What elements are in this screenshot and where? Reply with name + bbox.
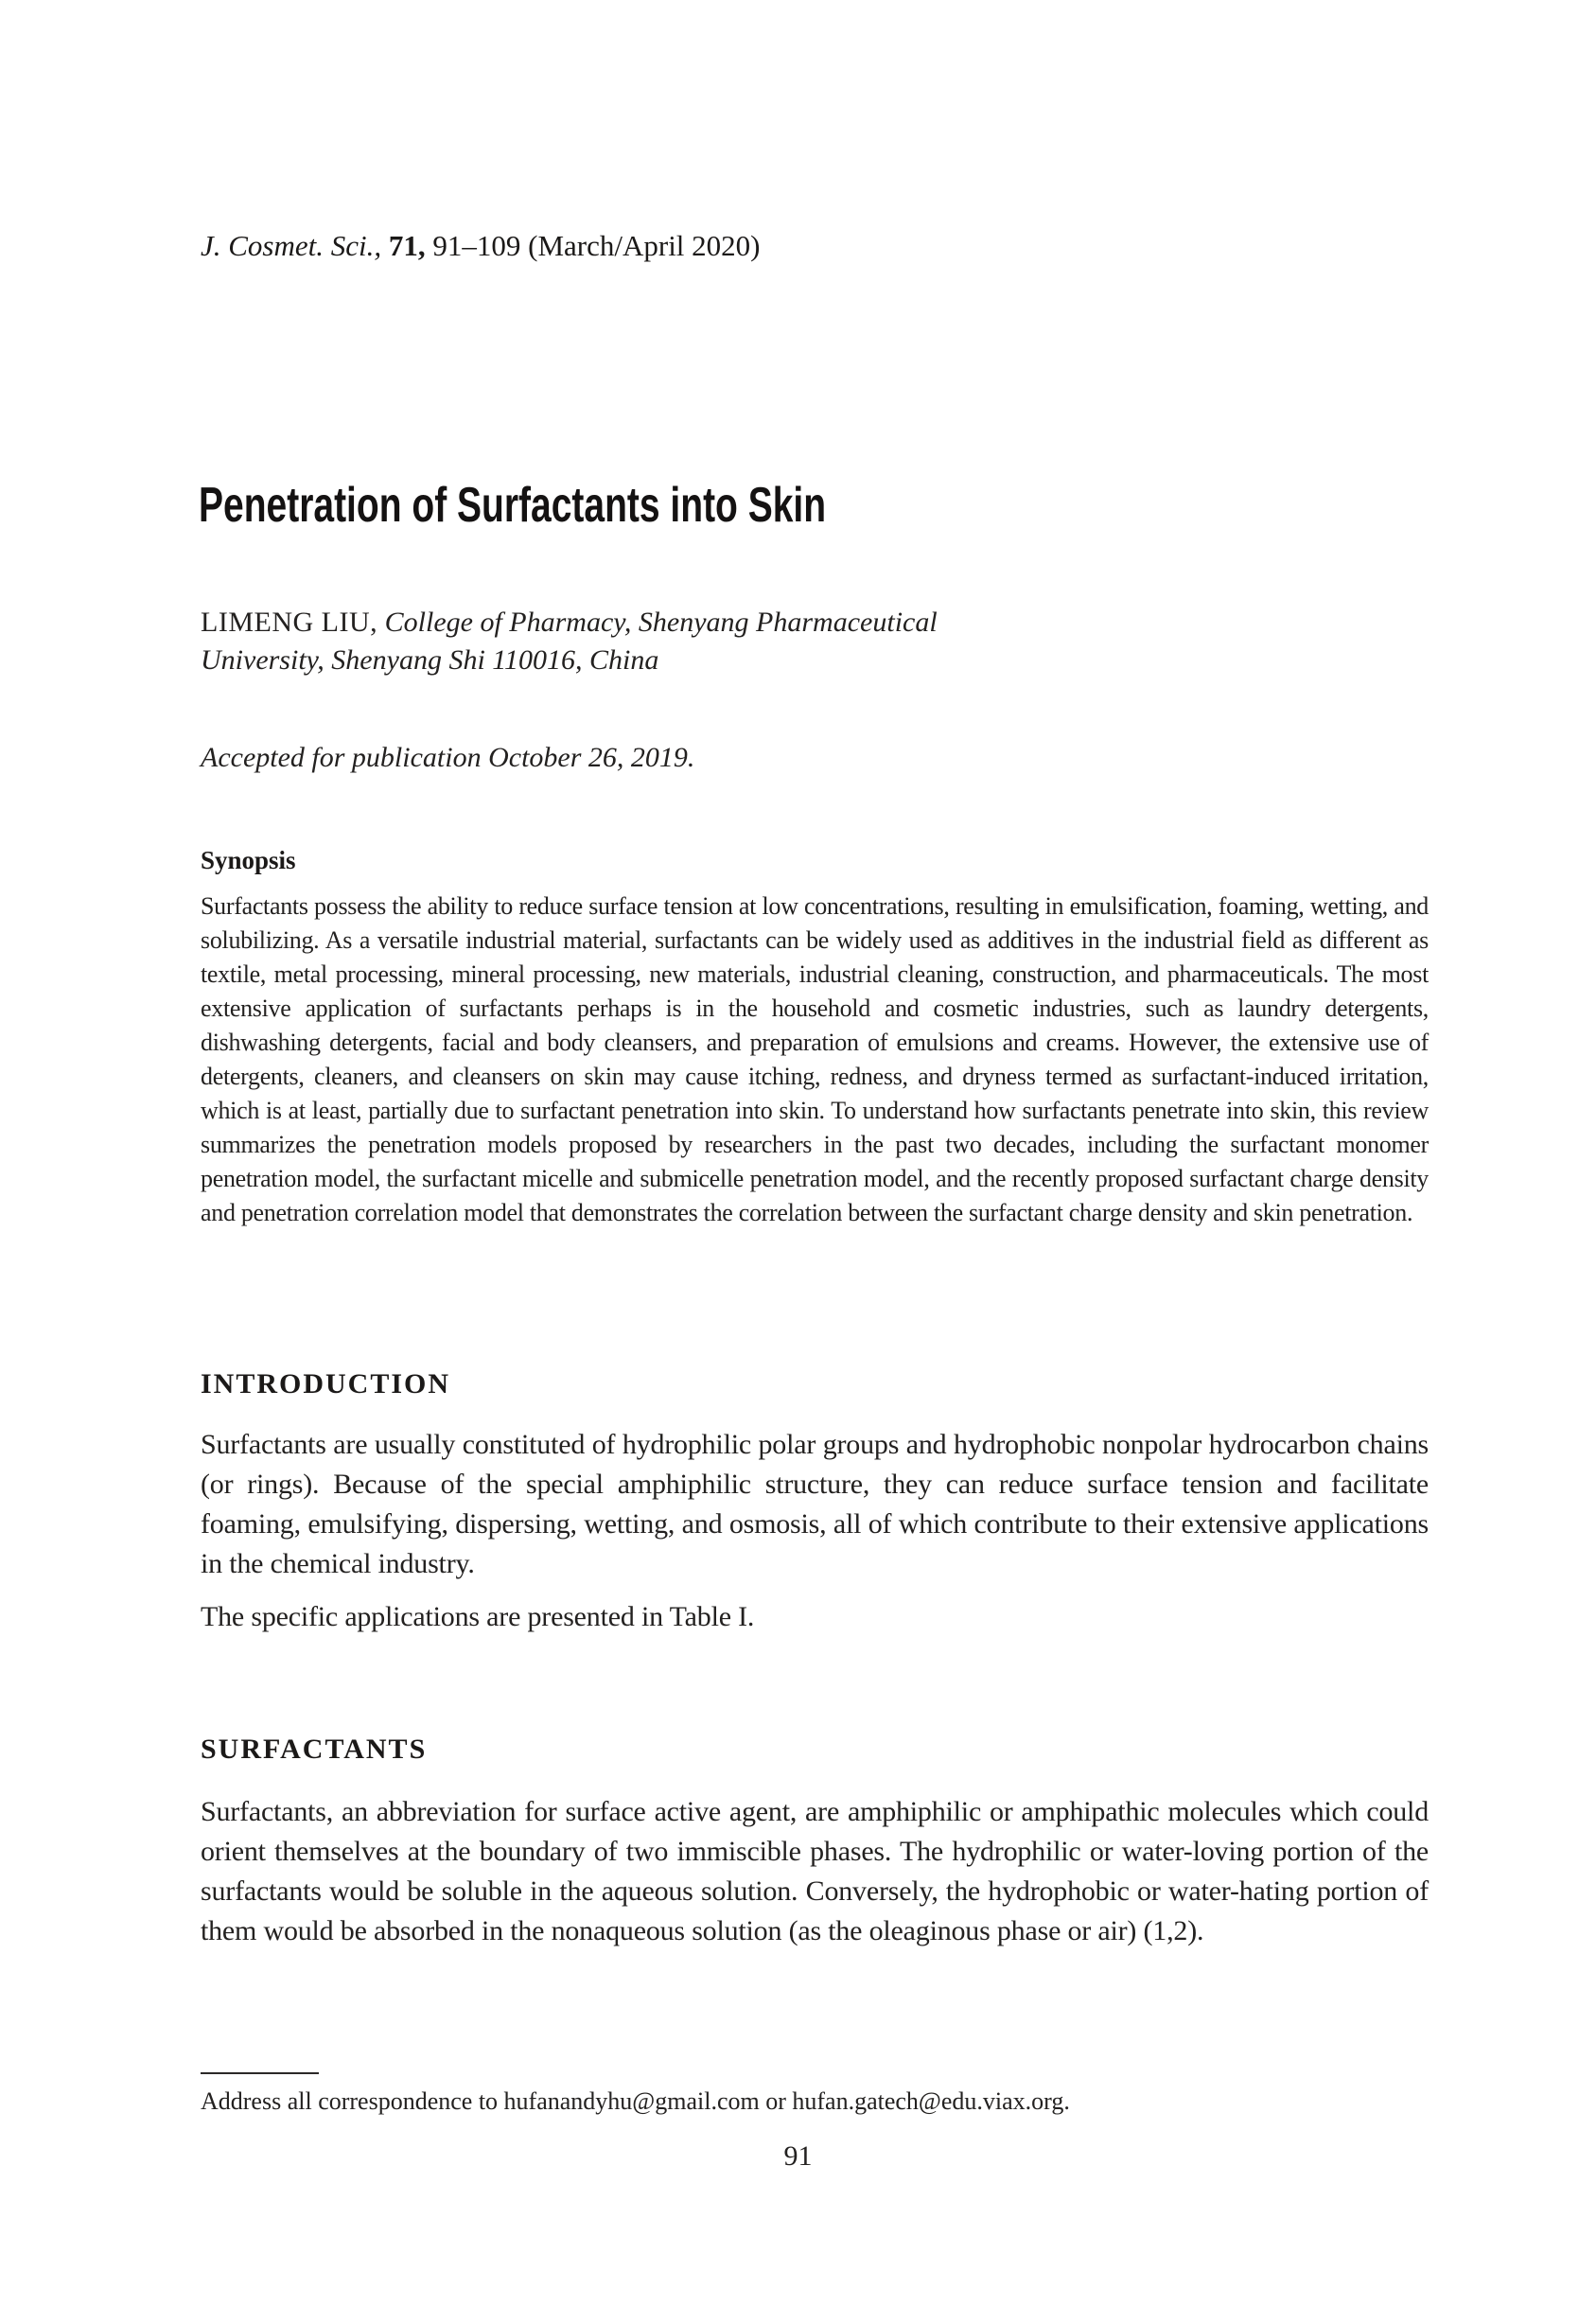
journal-volume: 71, [388,229,426,262]
correspondence-footnote: Address all correspondence to hufanandyhu@gmail.com or hufan.gatech@edu.viax.org. [201,2087,1070,2115]
journal-name: J. Cosmet. Sci., [201,229,382,262]
introduction-paragraph: Surfactants are usually constituted of hydrophilic polar groups and hydrophobic nonpolar hydrocarbon chains (or rings). Because of the special amphiphilic structure, they can reduce surface tension and facilitate foaming, emulsifying, dispersing, wetting, and osmosis, all of which contribute to their extensive applications in the chemical industry. [201,1429,1429,1579]
page-number: 91 [783,2140,813,2172]
article-title-text: Penetration of Surfactants into Skin [199,478,827,533]
table-reference-paragraph: The specific applications are presented in Table I. [201,1601,755,1632]
acceptance-note: Accepted for publication October 26, 2019. [201,742,695,773]
synopsis-paragraph: Surfactants possess the ability to reduce surface tension at low concentrations, resulting in emulsification, foaming, wetting, and solubilizing. As a versatile industrial material, surfactants can be widely used as additives in the industrial field as different as textile, metal processing, mineral processing, new materials, industrial cleaning, construction, and pharmaceuticals. The most extensive application of surfactants perhaps is in the household and cosmetic industries, such as laundry detergents, dishwashing detergents, facial and body cleansers, and preparation of emulsions and creams. However, the extensive use of detergents, cleaners, and cleansers on skin may cause itching, redness, and dryness termed as surfactant-induced irritation, which is at least, partially due to surfactant penetration into skin. To understand how surfactants penetrate into skin, this review summarizes the penetration models proposed by researchers in the past two decades, including the surfactant monomer penetration model, the surfactant micelle and submicelle penetration model, and the recently proposed surfactant charge density and penetration correlation model that demonstrates the correlation between the surfactant charge density and skin penetration. [201,892,1429,1226]
surfactants-paragraph: Surfactants, an abbreviation for surface active agent, are amphiphilic or amphipathic molecules which could orient themselves at the boundary of two immiscible phases. The hydrophilic or water-loving portion of the surfactants would be soluble in the aqueous solution. Conversely, the hydrophobic or water-hating portion of them would be absorbed in the nonaqueous solution (as the oleaginous phase or air) (1,2). [201,1796,1429,1946]
affiliation-line-1: College of Pharmacy, Shenyang Pharmaceutical [384,607,938,638]
author-name: LIMENG LIU, [201,607,378,638]
section-heading-surfactants: SURFACTANTS [201,1734,428,1765]
journal-pages-issue: 91–109 (March/April 2020) [432,229,761,262]
synopsis-heading: Synopsis [201,846,296,874]
byline-line-1 [201,604,1429,642]
footnote-divider [201,2072,319,2074]
journal-reference-line [201,229,1429,263]
section-heading-introduction: INTRODUCTION [201,1368,451,1399]
article-title [199,479,1427,533]
affiliation-line-2: University, Shenyang Shi 110016, China [201,644,659,676]
author-byline [201,604,1429,679]
